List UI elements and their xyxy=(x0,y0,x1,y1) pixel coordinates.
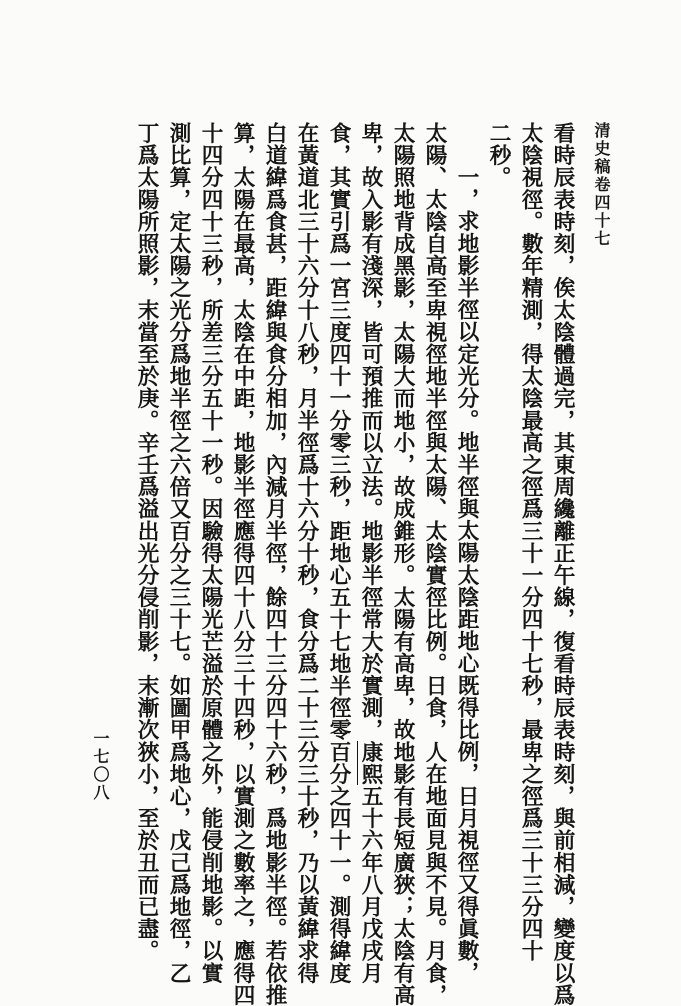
running-title: 清史稿卷四十七 xyxy=(592,122,611,248)
text-column-14: 丁爲太陽所照影，末當至於庚。辛壬爲溢出光分侵削影，末漸次狹小，至於丑而已盡。 xyxy=(134,122,159,962)
text-column-9: 在黃道北三十六分十八秒，月半徑爲十六分十秒，食分爲二十三分三十秒，乃以黃緯求得 xyxy=(294,122,319,984)
text-column-8: 食，其實引爲一宮三度四十一分零三秒，距地心五十七地半徑零百分之四十一。測得緯度 xyxy=(326,122,351,984)
text-column-6: 太陽照地背成黑影，太陽大而地小，故成錐形。太陽有高卑，故地影有長短廣狹；太陰有高 xyxy=(390,122,415,1006)
text-column-7-head: 卑，故入影有淺深，皆可預推而以立法。地影半徑常大於實測， xyxy=(358,122,383,741)
text-column-5: 太陽、太陰自高至卑視徑地半徑與太陽、太陰實徑比例。日食，人在地面見與不見。月食， xyxy=(422,122,447,1006)
text-column-7 xyxy=(359,122,381,984)
text-column-1: 看時辰表時刻，俟太陰體過完，其東周纔離正午線，復看時辰表時刻，與前相減，變度以爲 xyxy=(550,122,575,1006)
proper-noun-mark: 康熙 xyxy=(358,740,383,786)
text-column-10: 白道緯爲食甚，距緯與食分相加，內減月半徑，餘四十三分四十六秒，爲地影半徑。若依推 xyxy=(262,122,287,1006)
text-column-7-tail: 五十六年八月戊戌月 xyxy=(358,785,383,984)
page-number: 一七〇八 xyxy=(91,730,110,802)
text-column-3: 二秒。 xyxy=(486,122,511,189)
text-column-12: 十四分四十三秒，所差三分五十一秒。因驗得太陽光芒溢於原體之外，能侵削地影。以實 xyxy=(198,122,223,984)
text-column-13: 測比算，定太陽之光分爲地半徑之六倍又百分之三十七。如圖甲爲地心，戊己爲地徑，乙 xyxy=(166,122,191,984)
text-column-2: 太陰視徑。數年精測，得太陰最高之徑爲三十一分四十七秒，最卑之徑爲三十三分四十 xyxy=(518,122,543,962)
text-column-4: 一，求地影半徑以定光分。地半徑與太陽太陰距地心既得比例，日月視徑又得眞數， xyxy=(454,166,479,984)
text-column-11: 算，太陽在最高，太陰在中距，地影半徑應得四十八分三十四秒，以實測之數率之，應得四 xyxy=(230,122,255,1006)
